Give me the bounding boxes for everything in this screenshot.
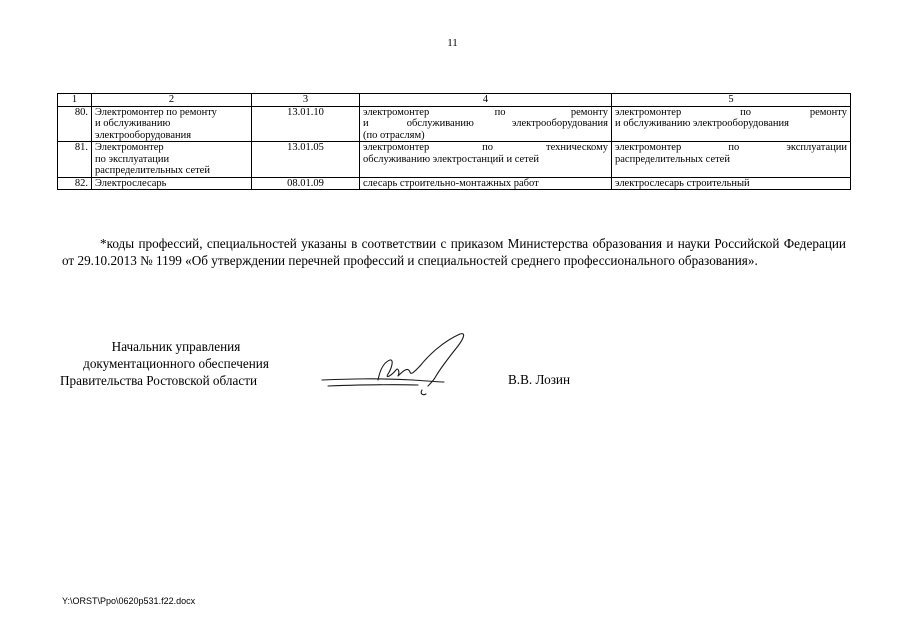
previous-profession (360, 142, 612, 178)
text-line: распределительных сетей (95, 165, 210, 176)
profession-code: 13.01.10 (252, 106, 360, 142)
column-header: 5 (612, 94, 851, 107)
column-header: 1 (58, 94, 92, 107)
table-header-row (58, 94, 851, 107)
professions-table (57, 93, 851, 190)
text-line: электрооборудования (95, 129, 192, 141)
text-line: электромонтер по ремонту (363, 106, 608, 118)
new-profession (612, 142, 851, 178)
text-line: по эксплуатации (95, 153, 170, 165)
profession-name (92, 106, 252, 142)
row-number: 82. (58, 177, 92, 190)
text-line: электромонтер по эксплуатации (615, 142, 847, 153)
profession-name (92, 177, 252, 190)
table-row (58, 142, 851, 178)
profession-code: 13.01.05 (252, 142, 360, 178)
row-number: 81. (58, 142, 92, 178)
column-header: 4 (360, 94, 612, 107)
column-header: 2 (92, 94, 252, 107)
page-number: 11 (447, 37, 458, 49)
table-row (58, 177, 851, 190)
file-path: Y:\ORST\Ppo\0620p531.f22.docx (62, 596, 196, 606)
text-line: обслуживанию электростанций и сетей (363, 153, 540, 165)
text-line: Начальник управления (111, 339, 241, 354)
signatory-name: В.В. Лозин (508, 372, 571, 387)
text-line: Электромонтер (95, 142, 164, 153)
new-profession (612, 106, 851, 142)
text-line: Электромонтер по ремонту (95, 106, 217, 118)
signatory-position (60, 338, 292, 389)
text-line: и обслуживанию электрооборудования (363, 118, 608, 129)
text-line: Электрослесарь (95, 177, 167, 189)
profession-name (92, 142, 252, 178)
table-row (58, 106, 851, 142)
text-line: документационного обеспечения (83, 356, 269, 371)
handwritten-signature (318, 330, 478, 410)
text-line: электрослесарь строительный (615, 177, 750, 189)
column-header: 3 (252, 94, 360, 107)
new-profession (612, 177, 851, 190)
previous-profession (360, 106, 612, 142)
text-line: и обслуживанию (95, 118, 171, 129)
text-line: распределительных сетей (615, 153, 730, 165)
text-line: Правительства Ростовской области (60, 373, 258, 388)
profession-code: 08.01.09 (252, 177, 360, 190)
row-number: 80. (58, 106, 92, 142)
text-line: электромонтер по ремонту (615, 106, 847, 118)
text-line: электромонтер по техническому (363, 142, 608, 153)
previous-profession (360, 177, 612, 190)
text-line: (по отраслям) (363, 129, 425, 141)
text-line: слесарь строительно-монтажных работ (363, 177, 539, 189)
text-line: и обслуживанию электрооборудования (615, 118, 789, 129)
footnote: *коды профессий, специальностей указаны в соответствии с приказом Министерства образования и науки Российской Федерации от 29.10.2013 № 1199 «Об утверждении перечней профессий и специальностей среднего профессионального образования». (62, 236, 846, 268)
